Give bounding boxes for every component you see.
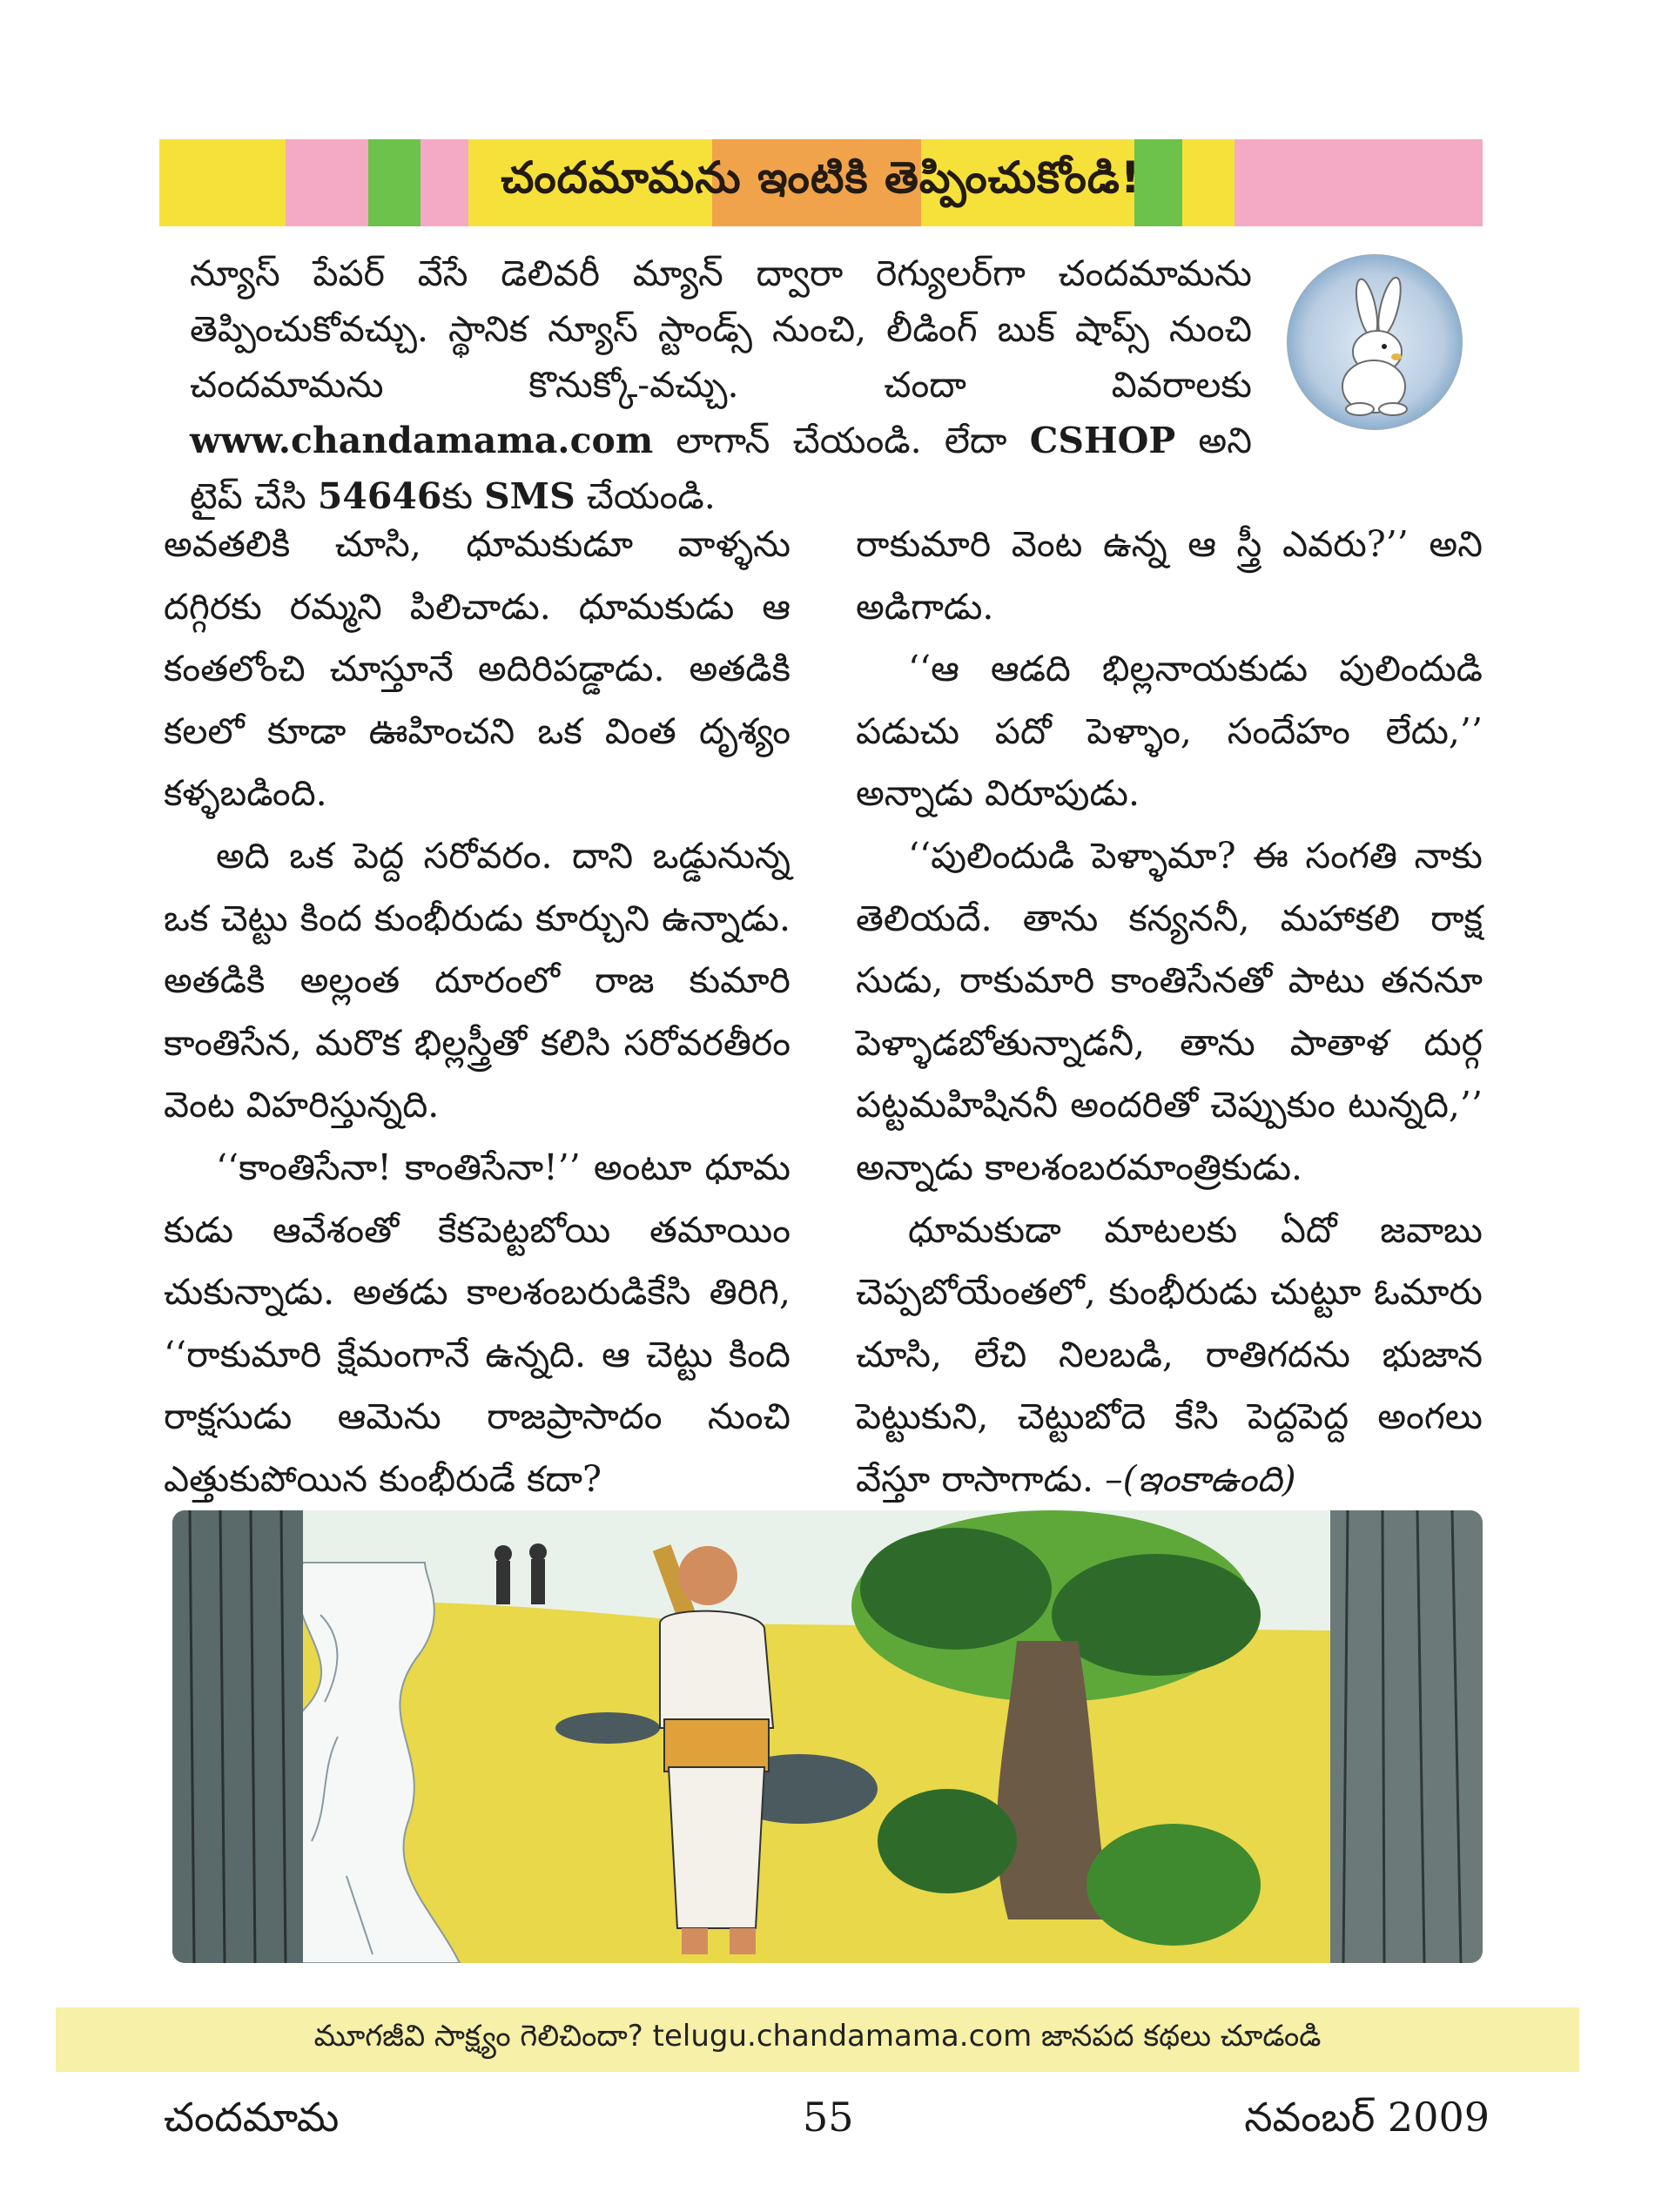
illustration-svg	[172, 1510, 1483, 1963]
promo-sms: SMS	[484, 475, 575, 517]
story-paragraph	[164, 1137, 790, 1511]
promo-text-3: అని టైప్ చేసి	[190, 420, 1252, 517]
story-paragraph	[856, 514, 1483, 638]
rock	[555, 1712, 660, 1744]
promo-code: CSHOP	[1029, 420, 1176, 461]
paragraph-text: అవతలికి చూసి, ధూమకుడూ వాళ్ళను దగ్గిరకు రమ్మని పిలిచాడు. ధూమకుడు ఆ కంతలోంచి చూస్తూనే అదిరిపడ్డాడు. అతడికి కలలో కూడా ఊహించని ఒక వింత దృశ్యం కళ్ళబడింది.	[164, 523, 790, 815]
plant	[1087, 1824, 1261, 1946]
story-paragraph	[856, 1200, 1483, 1511]
story-paragraph	[856, 825, 1483, 1200]
promo-text-5: చేయండి.	[575, 475, 716, 517]
paragraph-text: ‘‘ఆ ఆడది భిల్లనాయకుడు పులిందుడి పడుచు పదో పెళ్ళాం, సందేహం లేదు,’’ అన్నాడు విరూపుడు.	[856, 648, 1483, 815]
story-column-right	[856, 514, 1483, 1511]
paragraph-text: అది ఒక పెద్ద సరోవరం. దాని ఒడ్డునున్న ఒక చెట్టు కింద కుంభీరుడు కూర్చుని ఉన్నాడు. అతడికి అల్లంత దూరంలో రాజ కుమారి కాంతిసేన, మరొక భిల్లస్త్రీతో కలిసి సరోవరతీరం వెంట విహరిస్తున్నది.	[164, 834, 790, 1126]
paragraph-text: రాకుమారి వెంట ఉన్న ఆ స్త్రీ ఎవరు?’’ అని అడిగాడు.	[856, 523, 1483, 628]
magazine-name: చందమామ	[164, 2094, 340, 2141]
issue-date: నవంబర్ 2009	[1244, 2094, 1490, 2141]
promo-sms-number: 54646	[317, 475, 442, 517]
paragraph-text: ‘‘పులిందుడి పెళ్ళామా? ఈ సంగతి నాకు తెలియదే. తాను కన్యననీ, మహాకలి రాక్ష సుడు, రాకుమారి కాంతిసేనతో పాటు తననూ పెళ్ళాడబోతున్నాడనీ, తాను పాతాళ దుర్గ పట్టమహిషిననీ అందరితో చెప్పుకుం టున్నది,’’ అన్నాడు కాలశంబరమాంత్రికుడు.	[856, 834, 1483, 1188]
story-paragraph	[164, 825, 790, 1137]
story-column-left	[164, 514, 790, 1511]
promo-url[interactable]: www.chandamama.com	[190, 420, 654, 461]
footer-promo-strip: మూగజీవి సాక్ష్యం గెలిచిందా? telugu.chandamama.com జానపద కథలు చూడండి	[56, 2007, 1579, 2072]
subscription-promo	[190, 245, 1252, 524]
paragraph-text: ధూమకుడా మాటలకు ఏదో జవాబు చెప్పబోయేంతలో, కుంభీరుడు చుట్టూ ఓమారు చూసి, లేచి నిలబడి, రాతిగదను భుజాన పెట్టుకుని, చెట్టుబోదె కేసి పెద్దపెద్ద అంగలు వేస్తూ రాసాగాడు.	[856, 1208, 1483, 1500]
promo-text-2: లాగాన్ చేయండి. లేదా	[653, 420, 1030, 461]
banner-title: చందమామను ఇంటికి తెప్పించుకోండి!	[501, 151, 1141, 203]
story-paragraph	[164, 514, 790, 825]
promo-text-1: న్యూస్ పేపర్ వేసే డెలివరీ మ్యాన్ ద్వారా రెగ్యులర్‌గా చందమామను తెప్పించుకోవచ్చు. స్థానిక న్యూస్ స్టాండ్స్ నుంచి, లీడింగ్ బుక్ షాప్స్ నుంచి చందమామను కొనుక్కో-వచ్చు. చందా వివరాలకు	[190, 252, 1252, 406]
story-paragraph	[856, 638, 1483, 825]
rabbit-in-moon-icon	[1287, 254, 1463, 430]
bush	[878, 1789, 1017, 1893]
page-number: 55	[803, 2094, 854, 2141]
story-illustration	[172, 1510, 1483, 1963]
promo-text-4: కు	[441, 475, 485, 517]
continued-note: –(ఇంకాఉంది)	[1105, 1457, 1296, 1500]
paragraph-text: ‘‘కాంతిసేనా! కాంతిసేనా!’’ అంటూ ధూమ కుడు ఆవేశంతో కేకపెట్టబోయి తమాయిం చుకున్నాడు. అతడు కాలశంబరుడికేసి తిరిగి, ‘‘రాకుమారి క్షేమంగానే ఉన్నది. ఆ చెట్టు కింది రాక్షసుడు ఆమెను రాజప్రాసాదం నుంచి ఎత్తుకుపోయిన కుంభీరుడే కదా?	[164, 1146, 790, 1500]
